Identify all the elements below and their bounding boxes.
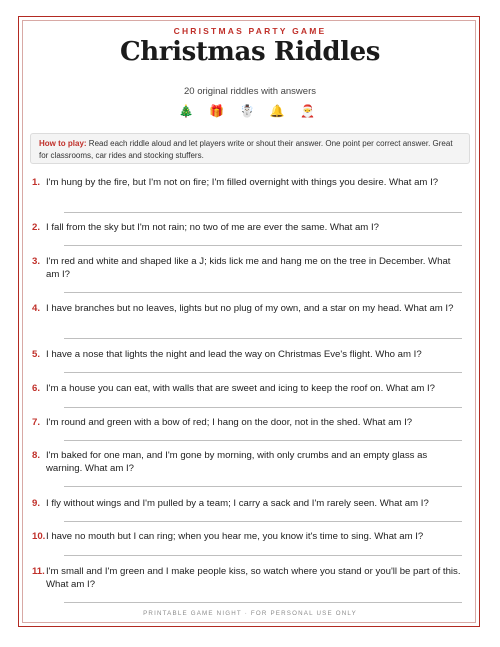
riddle-text: I'm baked for one man, and I'm gone by morning, with only crumbs and an empty glass as warning. What am I? <box>46 450 428 474</box>
riddle-number: 8. <box>32 450 41 461</box>
riddle-number: 10. <box>32 531 46 542</box>
riddle-item <box>32 531 464 544</box>
riddle-number: 3. <box>32 256 41 267</box>
riddle-item <box>32 256 464 281</box>
how-to-play-label: How to play: <box>39 139 87 148</box>
riddle-item <box>32 222 464 235</box>
bell-icon: 🔔 <box>269 104 291 118</box>
answer-line[interactable] <box>64 521 462 522</box>
riddle-item <box>32 498 464 511</box>
riddle-text: I fly without wings and I'm pulled by a team; I carry a sack and I'm rarely seen. What am I? <box>46 498 429 509</box>
riddle-item <box>32 566 464 591</box>
answer-line[interactable] <box>64 372 462 373</box>
riddle-item <box>32 417 464 430</box>
snowman-icon: ☃️ <box>239 104 261 118</box>
answer-line[interactable] <box>64 245 462 246</box>
page-title: Christmas Riddles <box>120 37 380 67</box>
riddle-number: 9. <box>32 498 41 509</box>
answer-line[interactable] <box>64 212 462 213</box>
gift-icon: 🎁 <box>209 104 231 118</box>
riddle-number: 6. <box>32 383 41 394</box>
riddle-number: 4. <box>32 303 41 314</box>
riddle-text: I have branches but no leaves, lights but no plug of my own, and a star on my head. What am I? <box>46 303 454 314</box>
riddle-item <box>32 177 464 190</box>
riddle-text: I'm a house you can eat, with walls that are sweet and icing to keep the roof on. What am I? <box>46 383 435 394</box>
riddle-text: I fall from the sky but I'm not rain; no two of me are ever the same. What am I? <box>46 222 379 233</box>
kicker: CHRISTMAS PARTY GAME <box>173 26 327 36</box>
riddle-text: I'm hung by the fire, but I'm not on fire; I'm filled overnight with things you desire. What am I? <box>46 177 439 188</box>
riddle-text: I have no mouth but I can ring; when you hear me, you know it's time to sing. What am I? <box>46 531 424 542</box>
riddle-number: 7. <box>32 417 41 428</box>
answer-line[interactable] <box>64 338 462 339</box>
subtitle: 20 original riddles with answers <box>183 86 316 97</box>
answer-line[interactable] <box>64 555 462 556</box>
riddle-number: 5. <box>32 349 41 360</box>
riddle-item <box>32 303 464 316</box>
riddle-text: I'm round and green with a bow of red; I hang on the door, not in the shed. What am I? <box>46 417 413 428</box>
riddle-item <box>32 450 464 475</box>
answer-line[interactable] <box>64 486 462 487</box>
riddle-text: I'm red and white and shaped like a J; kids lick me and hang me on the tree in December. What am I? <box>46 256 451 280</box>
how-to-play-text: Read each riddle aloud and let players write or shout their answer. One point per correct answer. Great for classrooms, car rides and stocking stuffers. <box>39 139 453 160</box>
riddle-number: 11. <box>32 566 45 577</box>
icon-row <box>0 104 500 118</box>
answer-line[interactable] <box>64 602 462 603</box>
riddle-number: 2. <box>32 222 41 233</box>
riddle-number: 1. <box>32 177 41 188</box>
answer-line[interactable] <box>64 440 462 441</box>
riddle-item <box>32 383 464 396</box>
riddle-text: I have a nose that lights the night and lead the way on Christmas Eve's flight. Who am I? <box>46 349 422 360</box>
riddle-text: I'm small and I'm green and I make people kiss, so watch where you stand or you'll be part of this. What am I? <box>46 566 461 590</box>
riddle-item <box>32 349 464 362</box>
tree-icon: 🎄 <box>178 104 200 118</box>
answer-line[interactable] <box>64 292 462 293</box>
footer-note: PRINTABLE GAME NIGHT · FOR PERSONAL USE ONLY <box>143 610 357 617</box>
santa-icon: 🎅 <box>300 104 322 118</box>
how-to-play-box <box>30 133 470 164</box>
answer-line[interactable] <box>64 407 462 408</box>
